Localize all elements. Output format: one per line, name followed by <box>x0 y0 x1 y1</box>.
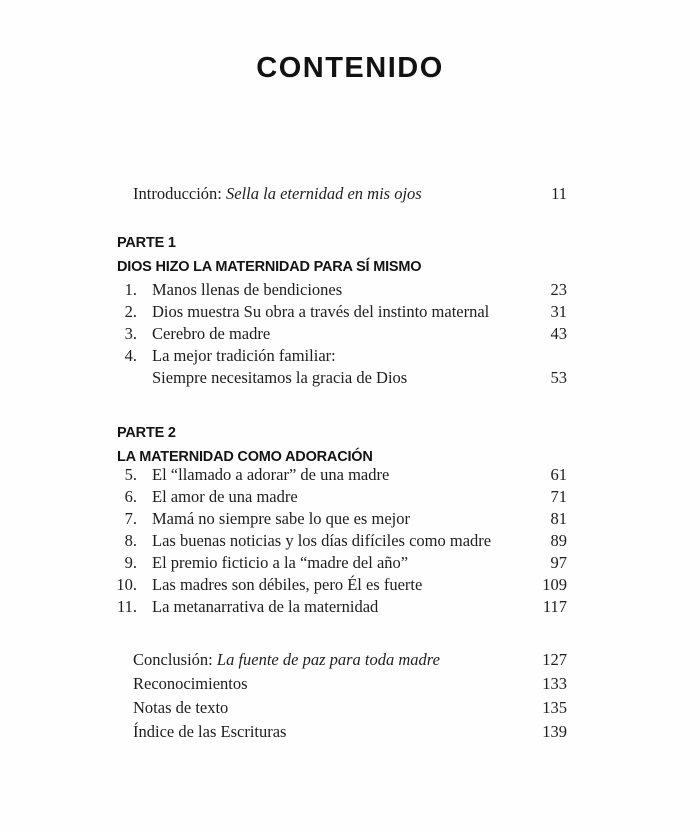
chapter-row <box>114 279 567 301</box>
back-matter-label: Reconocimientos <box>133 674 248 693</box>
page-number: 97 <box>550 553 567 572</box>
chapter-row <box>114 345 567 389</box>
page-number: 89 <box>550 531 567 550</box>
chapter-number: 3. <box>124 324 137 343</box>
chapter-number: 11. <box>116 597 137 616</box>
chapter-title: La metanarrativa de la maternidad <box>152 597 379 616</box>
page-number: 139 <box>542 722 567 741</box>
page-number: 23 <box>550 280 567 299</box>
chapter-row <box>114 574 567 596</box>
page-number: 133 <box>542 674 567 693</box>
intro-title-italic: Sella la eternidad en mis ojos <box>226 184 422 203</box>
back-matter-row <box>133 648 567 672</box>
chapter-number: 7. <box>124 509 137 528</box>
conclusion-prefix: Conclusión: <box>133 650 217 669</box>
chapter-number: 4. <box>124 346 137 365</box>
chapter-title-line2: Siempre necesitamos la gracia de Dios <box>152 368 408 387</box>
chapter-title: El “llamado a adorar” de una madre <box>152 465 390 484</box>
intro-label <box>133 183 533 205</box>
page-number: 127 <box>542 650 567 669</box>
chapter-number: 9. <box>124 553 137 572</box>
chapter-row <box>114 596 567 618</box>
chapter-number: 2. <box>124 302 137 321</box>
page-number: 109 <box>542 575 567 594</box>
chapter-row <box>114 323 567 345</box>
back-matter-label: Índice de las Escrituras <box>133 722 287 741</box>
chapter-row <box>114 301 567 323</box>
intro-prefix: Introducción: <box>133 184 227 203</box>
chapter-title: Mamá no siempre sabe lo que es mejor <box>152 509 410 528</box>
part-kicker: PARTE 1 <box>117 235 176 251</box>
page-number: 43 <box>550 324 567 343</box>
part-heading: LA MATERNIDAD COMO ADORACIÓN <box>117 449 373 465</box>
part-heading: DIOS HIZO LA MATERNIDAD PARA SÍ MISMO <box>117 259 422 275</box>
part-kicker: PARTE 2 <box>117 425 176 441</box>
chapter-number: 10. <box>116 575 137 594</box>
page-number: 53 <box>550 368 567 387</box>
part-2-header <box>117 421 373 469</box>
back-matter-label <box>133 648 533 672</box>
chapter-title: Las madres son débiles, pero Él es fuerte <box>152 575 423 594</box>
back-matter-row <box>133 720 567 744</box>
chapter-title: Manos llenas de bendiciones <box>152 280 343 299</box>
conclusion-title-italic: La fuente de paz para toda madre <box>216 650 440 669</box>
chapter-title-line1: La mejor tradición familiar: <box>152 346 336 365</box>
back-matter-row <box>133 672 567 696</box>
chapter-number: 5. <box>124 465 137 484</box>
page-number: 81 <box>550 509 567 528</box>
toc-intro-row <box>133 183 567 205</box>
chapter-row <box>114 486 567 508</box>
chapter-row <box>114 508 567 530</box>
chapter-number: 1. <box>124 280 137 299</box>
chapter-title: Cerebro de madre <box>152 324 271 343</box>
chapter-title: El amor de una madre <box>152 487 298 506</box>
page-number: 117 <box>542 597 567 616</box>
chapter-title: Dios muestra Su obra a través del instinto maternal <box>152 302 490 321</box>
chapter-row <box>114 464 567 486</box>
back-matter-row <box>133 696 567 720</box>
back-matter-label: Notas de texto <box>133 698 229 717</box>
page-number: 135 <box>542 698 567 717</box>
part-1-header <box>117 231 421 279</box>
part-2-chapter-list <box>114 464 567 618</box>
page-number: 71 <box>550 487 567 506</box>
chapter-title: Las buenas noticias y los días difíciles como madre <box>152 531 492 550</box>
page-number: 11 <box>551 184 567 203</box>
page-number: 61 <box>550 465 567 484</box>
chapter-row <box>114 552 567 574</box>
chapter-number: 8. <box>124 531 137 550</box>
page-number: 31 <box>550 302 567 321</box>
page-title: CONTENIDO <box>256 52 444 84</box>
chapter-number: 6. <box>124 487 137 506</box>
back-matter-list <box>133 648 567 744</box>
chapter-title: El premio ficticio a la “madre del año” <box>152 553 409 572</box>
part-1-chapter-list <box>114 279 567 389</box>
chapter-row <box>114 530 567 552</box>
chapter-title <box>152 345 533 389</box>
